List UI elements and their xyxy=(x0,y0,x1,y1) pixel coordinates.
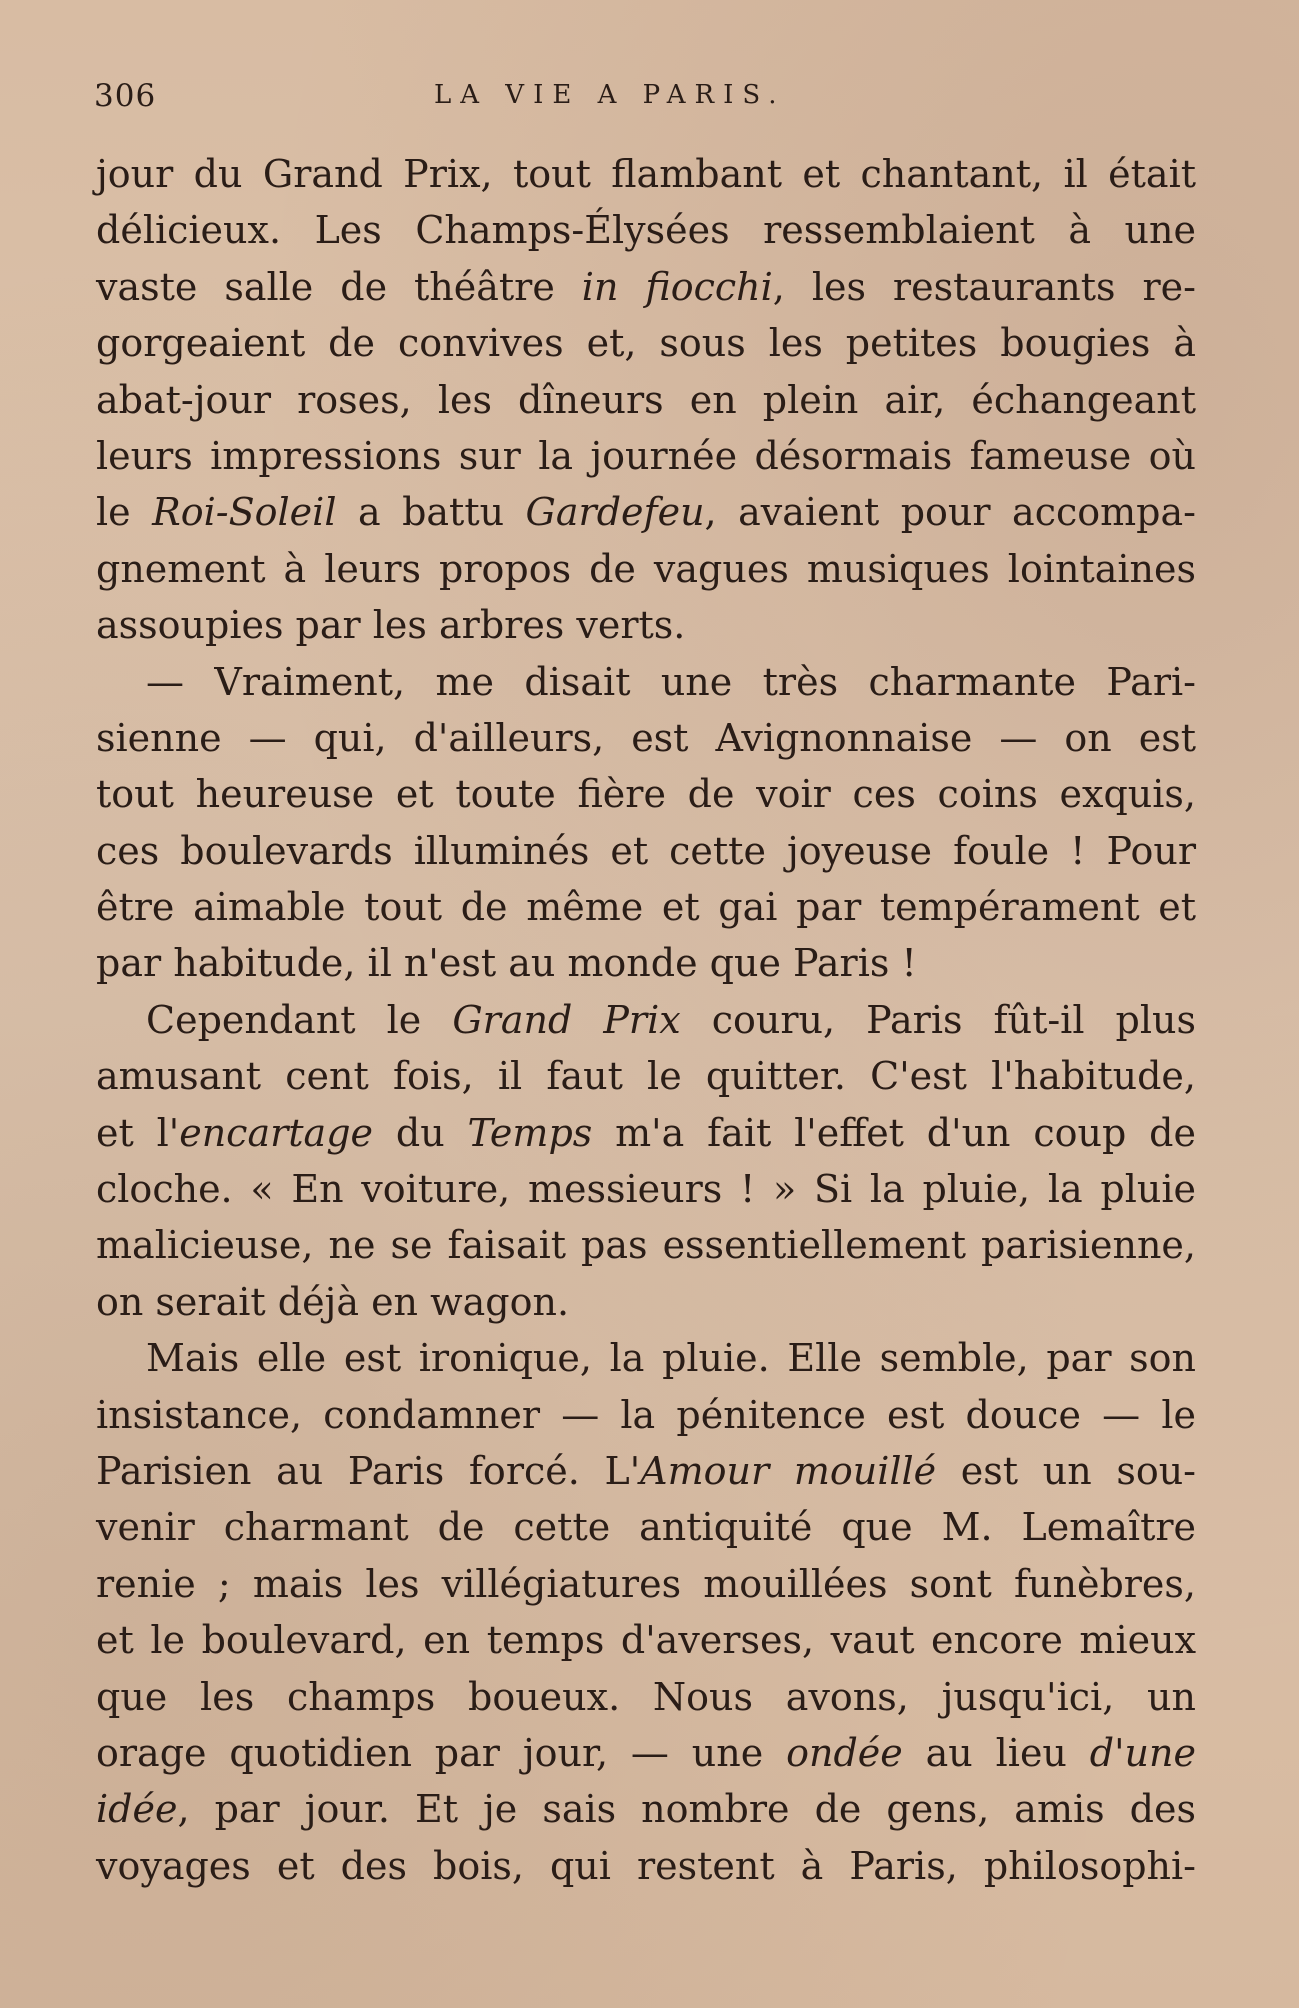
text-line: être aimable tout de même et gai par tempérament et xyxy=(96,885,1196,930)
text-line: et l'encartage du Temps m'a fait l'effet d'un coup de xyxy=(96,1110,1196,1155)
italic-phrase: Grand Prix xyxy=(452,997,681,1042)
text-line: cloche. « En voiture, messieurs ! » Si la pluie, la pluie xyxy=(96,1167,1196,1212)
page-header xyxy=(94,78,1194,128)
page-number: 306 xyxy=(94,78,157,114)
running-title: LA VIE A PARIS. xyxy=(434,80,786,110)
text-line: renie ; mais les villégiatures mouillées sont funèbres, xyxy=(96,1561,1196,1606)
text-line: orage quotidien par jour, — une ondée au lieu d'une xyxy=(96,1730,1196,1775)
text-line: et le boulevard, en temps d'averses, vaut encore mieux xyxy=(96,1618,1196,1663)
italic-phrase: idée xyxy=(96,1787,178,1832)
text-line: Mais elle est ironique, la pluie. Elle semble, par son xyxy=(146,1336,1196,1381)
text-line: gorgeaient de convives et, sous les petites bougies à xyxy=(96,321,1196,366)
text-line: Parisien au Paris forcé. L'Amour mouillé est un sou- xyxy=(96,1448,1197,1493)
text-line: que les champs boueux. Nous avons, jusqu'ici, un xyxy=(96,1674,1196,1719)
text-line: gnement à leurs propos de vagues musiques lointaines xyxy=(96,546,1196,591)
text-line: assoupies par les arbres verts. xyxy=(96,603,686,648)
text-line: malicieuse, ne se faisait pas essentiellement parisienne, xyxy=(96,1223,1196,1268)
text-line: amusant cent fois, il faut le quitter. C'est l'habitude, xyxy=(96,1054,1196,1099)
text-line: délicieux. Les Champs-Élysées ressemblaient à une xyxy=(96,208,1196,253)
italic-phrase: Temps xyxy=(467,1110,593,1155)
text-line: leurs impressions sur la journée désormais fameuse où xyxy=(96,433,1196,478)
text-line: sienne — qui, d'ailleurs, est Avignonnaise — on est xyxy=(96,715,1196,760)
text-line: on serait déjà en wagon. xyxy=(96,1279,570,1324)
italic-phrase: encartage xyxy=(179,1110,374,1155)
italic-phrase: Roi-Soleil xyxy=(152,490,337,535)
text-line: jour du Grand Prix, tout flambant et chantant, il était xyxy=(96,152,1196,196)
text-line: voyages et des bois, qui restent à Paris, philosophi- xyxy=(96,1843,1196,1888)
text-line: venir charmant de cette antiquité que M. Lemaître xyxy=(96,1505,1196,1550)
italic-phrase: Amour mouillé xyxy=(640,1448,937,1493)
italic-phrase: ondée xyxy=(786,1730,903,1775)
text-line: insistance, condamner — la pénitence est douce — le xyxy=(96,1392,1196,1437)
italic-phrase: in fiocchi xyxy=(581,264,773,309)
body-text xyxy=(96,146,1196,1894)
text-line: Cependant le Grand Prix couru, Paris fût-il plus xyxy=(146,997,1197,1042)
italic-phrase: d'une xyxy=(1089,1730,1196,1775)
text-line: ces boulevards illuminés et cette joyeuse foule ! Pour xyxy=(96,828,1196,873)
text-line: — Vraiment, me disait une très charmante Pari- xyxy=(146,659,1196,704)
text-line: par habitude, il n'est au monde que Paris ! xyxy=(96,941,917,986)
text-line: abat-jour roses, les dîneurs en plein air, échangeant xyxy=(96,377,1196,422)
text-line: idée, par jour. Et je sais nombre de gens, amis des xyxy=(96,1787,1196,1832)
text-line: vaste salle de théâtre in fiocchi, les restaurants re- xyxy=(96,264,1196,309)
text-line: tout heureuse et toute fière de voir ces coins exquis, xyxy=(96,772,1196,817)
text-line: le Roi-Soleil a battu Gardefeu, avaient pour accompa- xyxy=(96,490,1196,535)
italic-phrase: Gardefeu xyxy=(525,490,705,535)
